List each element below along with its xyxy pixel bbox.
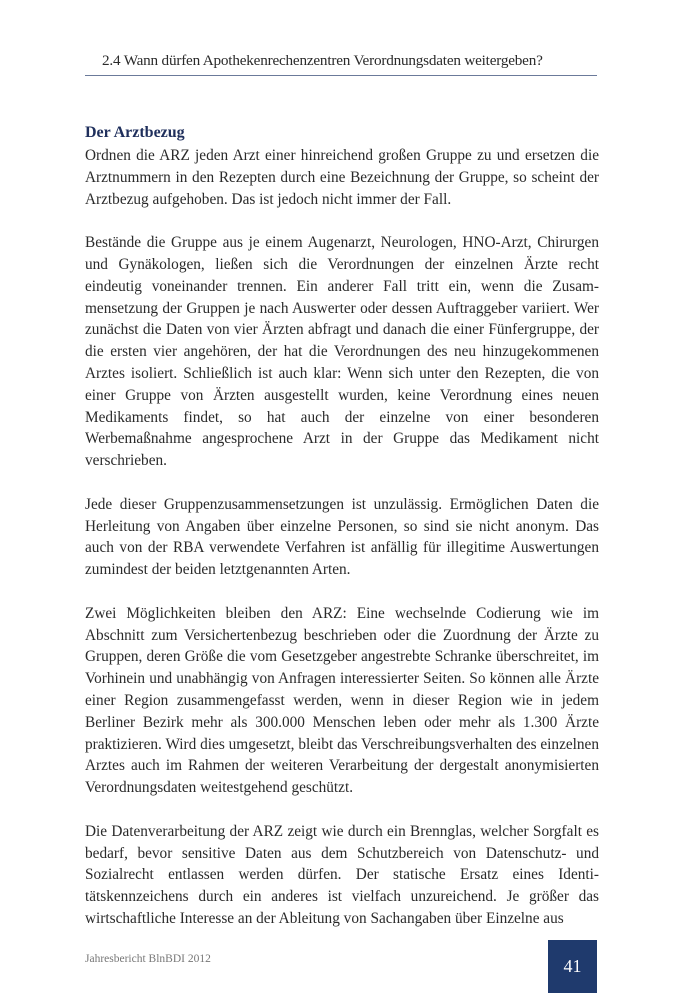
paragraph: Jede dieser Gruppenzusammensetzungen ist unzulässig. Ermöglichen Daten die Herleitung von Angaben über einzelne Personen, so sind sie nicht anonym. Das auch von der RBA verwendete Verfahren ist anfällig für illegitime Auswertungen zumindest der beiden letztgenannten Arten. — [85, 495, 599, 579]
running-header-title: 2.4 Wann dürfen Apothekenrechenzentren Verordnungsdaten weitergeben? — [102, 52, 543, 69]
footer-publication: Jahresbericht BlnBDI 2012 — [85, 953, 211, 965]
paragraph: Die Datenverarbeitung der ARZ zeigt wie durch ein Brennglas, welcher Sorgfalt es bedarf, bevor sensitive Daten aus dem Schutzbereich von Datenschutz- und Sozialrecht entlassen werden dürfen. Der statische Ersatz eines Identitätskennzeichens durch ein anderes ist vielfach unzureichend. Je größer das wirtschaftliche Interesse an der Ableitung von Sachangaben über Einzelne aus — [85, 822, 599, 927]
section-title: Der Arztbezug — [85, 124, 185, 141]
paragraph: Zwei Möglichkeiten bleiben den ARZ: Eine wechselnde Codierung wie im Abschnitt zum Versichertenbezug beschrieben oder die Zuordnung der Ärzte zu Gruppen, deren Größe die vom Gesetzgeber angestrebte Schranke überschreitet, im Vorhinein und unabhängig von Anfragen interessierter Seiten. So können alle Ärzte einer Region zusammengefasst werden, wenn in dieser Region wie in jedem Berliner Bezirk mehr als 300.000 Menschen leben oder mehr als 1.300 Ärzte praktizieren. Wird dies umgesetzt, bleibt das Verschreibungsverhalten des einzelnen Arztes auch im Rahmen der weiteren Verarbeitung der dergestalt anonymisierten Verordnungsdaten weitestgehend geschützt. — [85, 604, 599, 797]
paragraph: Ordnen die ARZ jeden Arzt einer hinreichend großen Gruppe zu und ersetzen die Arztnummern in den Rezepten durch eine Bezeichnung der Gruppe, so scheint der Arztbezug aufgehoben. Das ist jedoch nicht immer der Fall. — [85, 147, 599, 208]
body-text — [85, 145, 599, 951]
paragraph: Bestände die Gruppe aus je einem Augenarzt, Neurologen, HNO-Arzt, Chirurgen und Gynäkologen, ließen sich die Verordnungen der einzelnen Ärzte recht eindeutig voneinander trennen. Ein anderer Fall tritt ein, wenn die Zusammensetzung der Gruppen je nach Auswerter oder dessen Auftraggeber variiert. Wer zunächst die Daten von vier Ärzten abfragt und danach die einer Fünfergruppe, der die ersten vier angehören, der hat die Verordnungen des neu hinzugekommenen Arztes isoliert. Schließlich ist auch klar: Wenn sich unter den Rezepten, die von einer Gruppe von Ärzten ausgestellt wurden, keine Verordnung eines neuen Medikaments findet, so hat auch der einzelne von einer besonderen Werbemaßnahme angesprochene Arzt in der Gruppe das Medikament nicht verschrieben. — [85, 234, 599, 470]
header-rule — [85, 75, 597, 76]
page-number: 41 — [548, 940, 597, 993]
